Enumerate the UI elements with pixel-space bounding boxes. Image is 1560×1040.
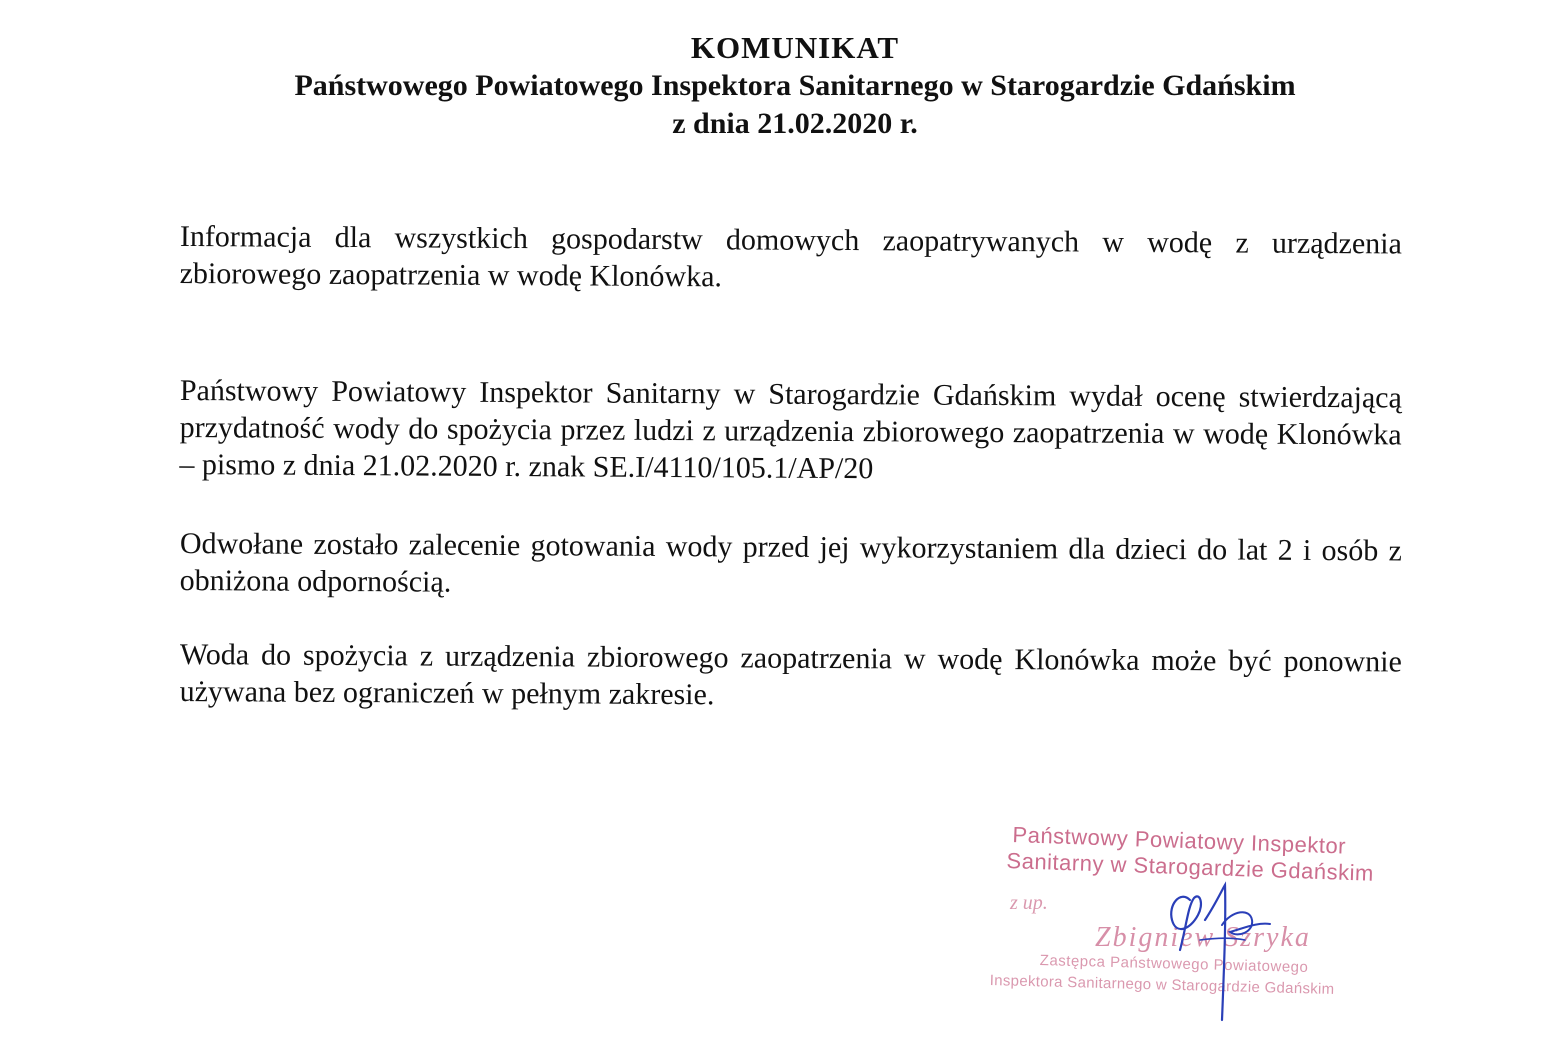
stamp-role-1: Zastępca Państwowego Powiatowego: [1039, 952, 1309, 977]
stamp-line-2: Sanitarny w Starogardzie Gdańskim: [1006, 848, 1375, 886]
stamp-name: Zbigniew Szryka: [1095, 922, 1311, 953]
document-subtitle: Państwowego Powiatowego Inspektora Sanitarnego w Starogardzie Gdańskim: [294, 69, 1296, 102]
signature-stroke-1: [1171, 896, 1201, 950]
paragraph-information: Informacja dla wszystkich gospodarstw domowych zaopatrywanych w wodę z urządzenia zbiorowego zaopatrzenia w wodę Klonówka.: [179, 219, 1402, 294]
signature-stroke-2: [1205, 885, 1225, 1020]
paragraph-boiling-recommendation: Odwołane zostało zalecenie gotowania wody przed jej wykorzystaniem dla dzieci do lat 2 i osób z obniżona odpornością.: [179, 526, 1402, 599]
document-header: [0, 30, 1560, 142]
paragraph-water-usage: Woda do spożycia z urządzenia zbiorowego zaopatrzenia w wodę Klonówka może być ponownie używana bez ograniczeń w pełnym zakresie.: [179, 637, 1402, 712]
stamp-role-2: Inspektora Sanitarnego w Starogardzie Gdańskim: [989, 972, 1335, 999]
signature-stroke-4: [1200, 938, 1245, 940]
document-date: z dnia 21.02.2020 r.: [672, 107, 918, 140]
stamp-line-3: z up.: [1010, 892, 1048, 914]
paragraph-assessment: Państwowy Powiatowy Inspektor Sanitarny w Starogardzie Gdańskim wydał ocenę stwierdzającą przydatność wody do spożycia przez ludzi z urządzenia zbiorowego zaopatrzenia w wodę Klonówka – pismo z dnia 21.02.2020 r. znak SE.I/4110/105.1/AP/20: [179, 373, 1402, 486]
stamp-line-1: Państwowy Powiatowy Inspektor: [1012, 822, 1347, 859]
document-title: KOMUNIKAT: [690, 30, 900, 65]
signature-stroke-3: [1222, 912, 1270, 934]
handwritten-signature: [1160, 880, 1280, 1025]
